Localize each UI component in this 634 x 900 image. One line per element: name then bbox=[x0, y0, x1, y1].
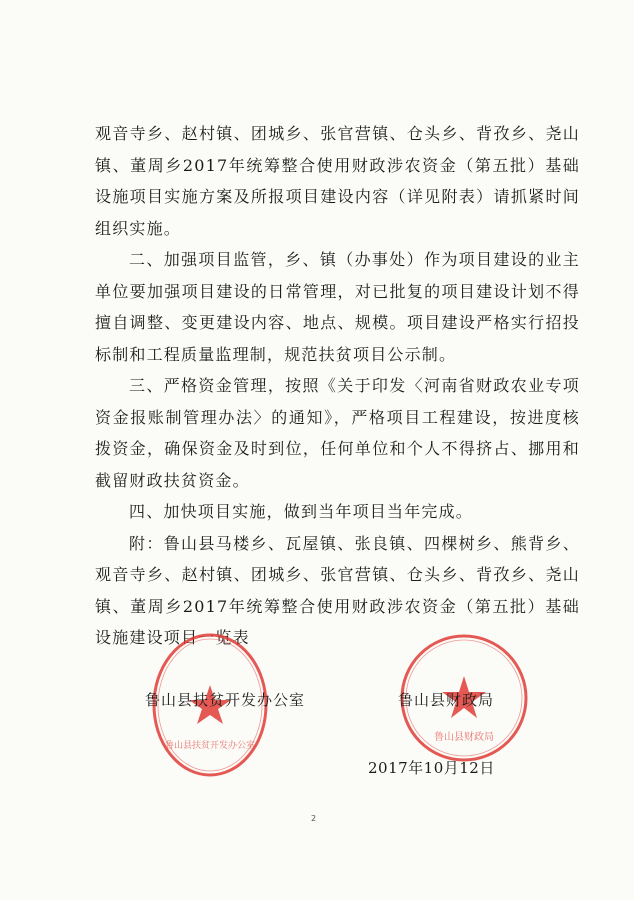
signature-office: 鲁山县扶贫开发办公室 bbox=[145, 691, 306, 709]
paragraph-implementation: 四、加快项目实施，做到当年项目当年完成。 bbox=[129, 502, 474, 521]
document-date: 2017年10月12日 bbox=[368, 759, 495, 777]
signature-finance: 鲁山县财政局 bbox=[398, 691, 495, 709]
document-body bbox=[95, 118, 580, 654]
paragraph-funds-management: 三、严格资金管理，按照《关于印发〈河南省财政农业专项资金报账制管理办法〉的通知》，严格项目工程建设，按进度核拨资金，确保资金及时到位，任何单位和个人不得挤占、挪用和截留财政扶贫资金。 bbox=[95, 376, 580, 490]
svg-text:鲁山县财政局: 鲁山县财政局 bbox=[434, 732, 494, 743]
paragraph-continuation: 观音寺乡、赵村镇、团城乡、张官营镇、仓头乡、背孜乡、尧山镇、董周乡2017年统筹整合使用财政涉农资金（第五批）基础设施项目实施方案及所报项目建设内容（详见附表）请抓紧时间组织实施。 bbox=[95, 124, 580, 238]
paragraph-supervision: 二、加强项目监管，乡、镇（办事处）作为项目建设的业主单位要加强项目建设的日常管理，对已批复的项目建设计划不得擅自调整、变更建设内容、地点、规模。项目建设严格实行招投标制和工程质量监理制，规范扶贫项目公示制。 bbox=[95, 250, 580, 364]
page-number: 2 bbox=[311, 814, 317, 823]
svg-text:鲁山县扶贫开发办公室: 鲁山县扶贫开发办公室 bbox=[164, 741, 256, 751]
paragraph-attachment: 附：鲁山县马楼乡、瓦屋镇、张良镇、四棵树乡、熊背乡、观音寺乡、赵村镇、团城乡、张官营镇、仓头乡、背孜乡、尧山镇、董周乡2017年统筹整合使用财政涉农资金（第五批）基础设施建设项目一览表 bbox=[95, 533, 580, 647]
